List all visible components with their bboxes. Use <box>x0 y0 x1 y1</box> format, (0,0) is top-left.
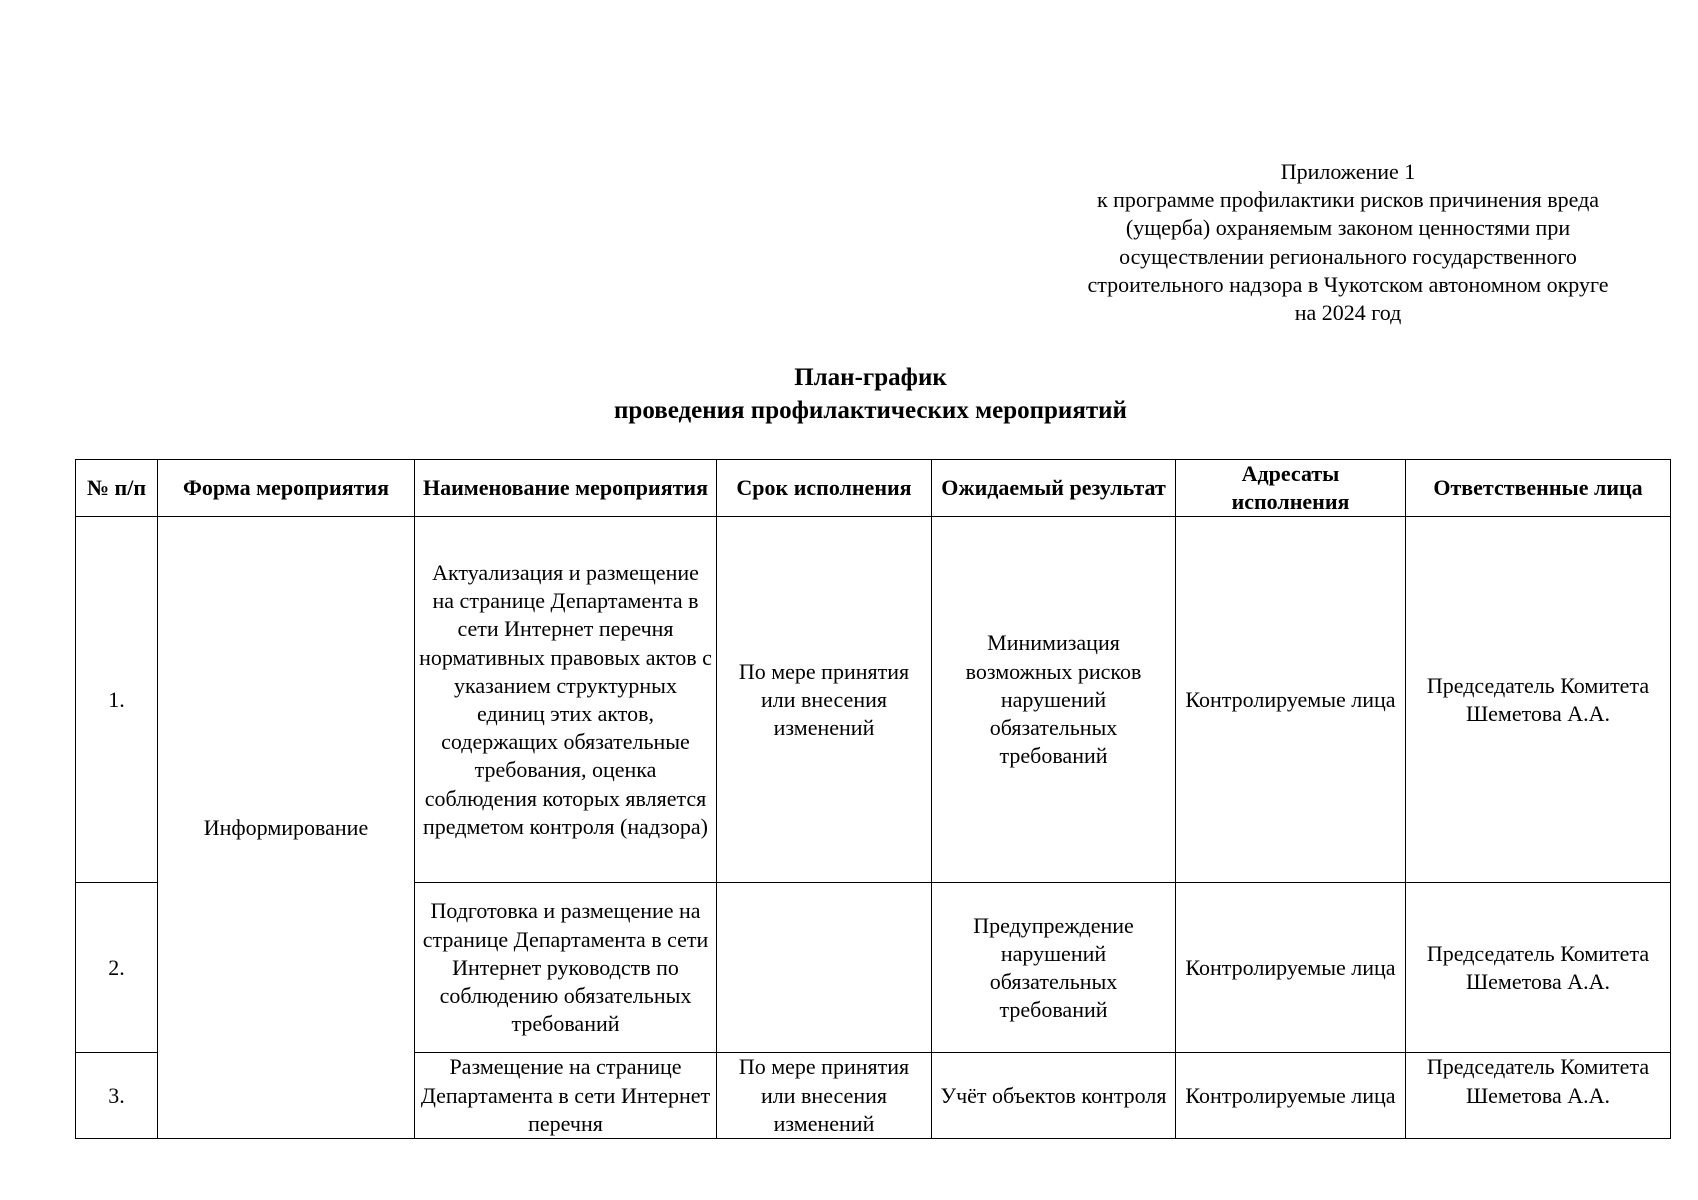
cell-result: Предупреждение нарушений обязательных требований <box>932 883 1176 1053</box>
header-addressees: Адресаты исполнения <box>1176 460 1406 517</box>
header-responsible: Ответственные лица <box>1406 460 1671 517</box>
table-header-row <box>76 460 1671 517</box>
cell-term: По мере принятия или внесения изменений <box>717 517 932 883</box>
cell-num: 3. <box>76 1053 158 1139</box>
header-name: Наименование мероприятия <box>415 460 717 517</box>
appendix-line: (ущерба) охраняемым законом ценностями при <box>1125 215 1571 241</box>
cell-name: Размещение на странице Департамента в сети Интернет перечня <box>415 1053 717 1139</box>
cell-responsible: Председатель Комитета Шеметова А.А. <box>1406 517 1671 883</box>
cell-result: Учёт объектов контроля <box>932 1053 1176 1139</box>
cell-form-merged: Информирование <box>158 517 415 1139</box>
table-row <box>76 517 1671 883</box>
title-line-2: проведения профилактических мероприятий <box>614 396 1127 424</box>
appendix-line: на 2024 год <box>1294 300 1402 326</box>
header-form: Форма мероприятия <box>158 460 415 517</box>
cell-name: Подготовка и размещение на странице Департамента в сети Интернет руководств по соблюдению обязательных требований <box>415 883 717 1053</box>
cell-num: 1. <box>76 517 158 883</box>
cell-responsible: Председатель Комитета Шеметова А.А. <box>1406 1053 1671 1139</box>
cell-result: Минимизация возможных рисков нарушений обязательных требований <box>932 517 1176 883</box>
cell-name: Актуализация и размещение на странице Департамента в сети Интернет перечня нормативных правовых актов с указанием структурных единиц этих актов, содержащих обязательные требования, оценка соблюдения которых является предметом контроля (надзора) <box>415 517 717 883</box>
appendix-line: осуществлении регионального государственного <box>1119 243 1577 269</box>
appendix-line: к программе профилактики рисков причинения вреда <box>1096 187 1600 213</box>
appendix-block <box>1053 158 1643 327</box>
plan-table <box>75 459 1671 1139</box>
cell-num: 2. <box>76 883 158 1053</box>
appendix-line: строительного надзора в Чукотском автономном округе <box>1087 271 1609 297</box>
cell-responsible: Председатель Комитета Шеметова А.А. <box>1406 883 1671 1053</box>
title-line-1: План-график <box>794 364 947 391</box>
cell-addressees: Контролируемые лица <box>1176 883 1406 1053</box>
cell-addressees: Контролируемые лица <box>1176 1053 1406 1139</box>
cell-term: По мере принятия или внесения изменений <box>717 1053 932 1139</box>
appendix-line: Приложение 1 <box>1280 159 1416 184</box>
header-term: Срок исполнения <box>717 460 932 517</box>
header-num: № п/п <box>76 460 158 517</box>
cell-addressees: Контролируемые лица <box>1176 517 1406 883</box>
document-title <box>0 362 1698 427</box>
header-result: Ожидаемый результат <box>932 460 1176 517</box>
cell-term <box>717 883 932 1053</box>
